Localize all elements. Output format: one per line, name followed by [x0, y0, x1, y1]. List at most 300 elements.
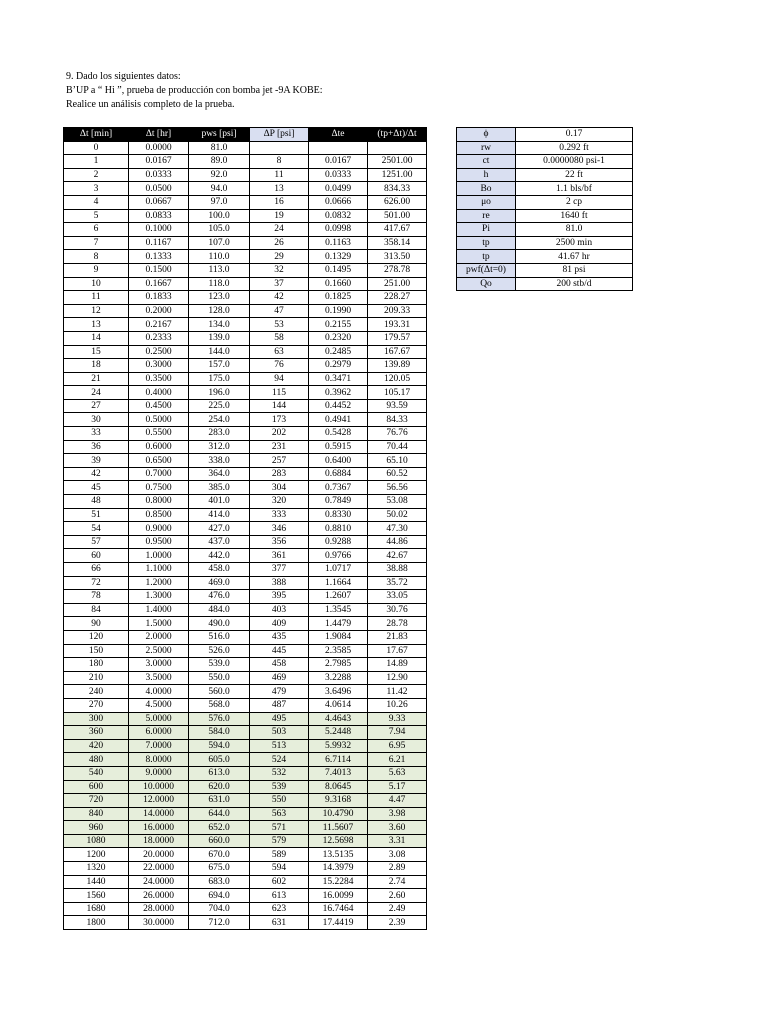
table-cell: 94.0: [189, 182, 250, 196]
table-cell: 644.0: [189, 807, 250, 821]
table-cell: 0.7000: [129, 467, 189, 481]
table-cell: 0.0499: [309, 182, 368, 196]
table-cell: 516.0: [189, 630, 250, 644]
table-cell: 364.0: [189, 467, 250, 481]
table-cell: 7: [64, 236, 129, 250]
table-cell: 539.0: [189, 658, 250, 672]
table-cell: 313.50: [368, 250, 427, 264]
table-row: [64, 454, 427, 468]
table-cell: 3: [64, 182, 129, 196]
table-cell: 3.31: [368, 834, 427, 848]
table-cell: 2.60: [368, 889, 427, 903]
table-cell: 8: [64, 250, 129, 264]
parameter-name: Bo: [457, 182, 516, 196]
table-cell: 30.76: [368, 603, 427, 617]
table-row: [64, 753, 427, 767]
table-row: [64, 875, 427, 889]
parameter-name: ϕ: [457, 128, 516, 142]
table-cell: 76: [250, 359, 309, 373]
table-cell: 1.3545: [309, 603, 368, 617]
table-row: [64, 250, 427, 264]
header-dp: ΔP [psi]: [250, 128, 309, 142]
table-cell: 631.0: [189, 794, 250, 808]
parameter-name: ct: [457, 155, 516, 169]
table-cell: 0.3962: [309, 386, 368, 400]
table-cell: 63: [250, 345, 309, 359]
parameter-row: [457, 236, 633, 250]
parameter-row: [457, 128, 633, 142]
table-cell: 0.5915: [309, 440, 368, 454]
table-cell: 66: [64, 563, 129, 577]
table-cell: 0.5428: [309, 427, 368, 441]
table-cell: 4.47: [368, 794, 427, 808]
table-cell: [368, 141, 427, 155]
table-cell: 1.1000: [129, 563, 189, 577]
table-row: [64, 821, 427, 835]
table-cell: 257: [250, 454, 309, 468]
table-cell: 2.39: [368, 916, 427, 930]
table-row: [64, 427, 427, 441]
table-cell: 675.0: [189, 862, 250, 876]
table-cell: 209.33: [368, 304, 427, 318]
table-row: [64, 399, 427, 413]
table-cell: 579: [250, 834, 309, 848]
table-cell: 30.0000: [129, 916, 189, 930]
table-cell: 0.5000: [129, 413, 189, 427]
table-cell: 50.02: [368, 508, 427, 522]
table-cell: 620.0: [189, 780, 250, 794]
table-row: [64, 277, 427, 291]
table-row: [64, 834, 427, 848]
table-cell: 1.5000: [129, 617, 189, 631]
table-row: [64, 304, 427, 318]
parameter-value: 22 ft: [516, 168, 633, 182]
table-cell: 9.33: [368, 712, 427, 726]
table-cell: 1080: [64, 834, 129, 848]
table-cell: 0.9766: [309, 549, 368, 563]
table-cell: 30: [64, 413, 129, 427]
table-cell: 3.0000: [129, 658, 189, 672]
table-cell: 1800: [64, 916, 129, 930]
table-cell: 0.0333: [129, 168, 189, 182]
table-cell: 5: [64, 209, 129, 223]
table-row: [64, 522, 427, 536]
table-cell: 0.0500: [129, 182, 189, 196]
table-cell: 22.0000: [129, 862, 189, 876]
table-cell: 36: [64, 440, 129, 454]
table-cell: 333: [250, 508, 309, 522]
table-cell: 0.4452: [309, 399, 368, 413]
table-cell: 45: [64, 481, 129, 495]
table-cell: 2.74: [368, 875, 427, 889]
table-cell: 445: [250, 644, 309, 658]
table-cell: 358.14: [368, 236, 427, 250]
table-row: [64, 495, 427, 509]
table-cell: 33: [64, 427, 129, 441]
table-cell: 38.88: [368, 563, 427, 577]
table-cell: 720: [64, 794, 129, 808]
table-row: [64, 331, 427, 345]
problem-line-2: B’UP a “ Hi ”, prueba de producción con bomba jet -9A KOBE:: [66, 85, 323, 96]
table-cell: 320: [250, 495, 309, 509]
parameter-name: pwf(Δt=0): [457, 263, 516, 277]
table-cell: 144: [250, 399, 309, 413]
table-cell: 12.0000: [129, 794, 189, 808]
table-row: [64, 413, 427, 427]
table-cell: 5.9932: [309, 739, 368, 753]
table-cell: 395: [250, 590, 309, 604]
table-cell: 0.0832: [309, 209, 368, 223]
table-cell: 0.2333: [129, 331, 189, 345]
parameter-value: 200 stb/d: [516, 277, 633, 291]
table-cell: 13: [250, 182, 309, 196]
table-row: [64, 440, 427, 454]
table-row: [64, 698, 427, 712]
table-cell: 0.7367: [309, 481, 368, 495]
table-cell: 18.0000: [129, 834, 189, 848]
table-cell: 81.0: [189, 141, 250, 155]
table-cell: 0.9288: [309, 535, 368, 549]
table-cell: 4.5000: [129, 698, 189, 712]
table-cell: 10.26: [368, 698, 427, 712]
table-cell: 16.7464: [309, 902, 368, 916]
table-cell: 420: [64, 739, 129, 753]
table-cell: 0.2485: [309, 345, 368, 359]
table-cell: 524: [250, 753, 309, 767]
table-cell: 42: [64, 467, 129, 481]
parameter-value: 2500 min: [516, 236, 633, 250]
table-cell: 0.1333: [129, 250, 189, 264]
table-cell: 540: [64, 766, 129, 780]
table-cell: 3.08: [368, 848, 427, 862]
table-row: [64, 916, 427, 930]
table-cell: 704.0: [189, 902, 250, 916]
table-row: [64, 685, 427, 699]
table-cell: 0.0667: [129, 195, 189, 209]
table-cell: 173: [250, 413, 309, 427]
table-cell: 4: [64, 195, 129, 209]
table-cell: 134.0: [189, 318, 250, 332]
header-dte: Δte: [309, 128, 368, 142]
table-cell: 196.0: [189, 386, 250, 400]
table-cell: 484.0: [189, 603, 250, 617]
table-cell: 0.1500: [129, 263, 189, 277]
table-cell: 12.90: [368, 671, 427, 685]
parameter-value: 1.1 bls/bf: [516, 182, 633, 196]
table-cell: 0.2155: [309, 318, 368, 332]
table-cell: 0.2000: [129, 304, 189, 318]
table-cell: 0.7849: [309, 495, 368, 509]
table-cell: 0.1495: [309, 263, 368, 277]
table-row: [64, 576, 427, 590]
table-cell: 0.1000: [129, 223, 189, 237]
table-cell: 78: [64, 590, 129, 604]
table-cell: 16: [250, 195, 309, 209]
table-row: [64, 617, 427, 631]
table-cell: 388: [250, 576, 309, 590]
table-cell: 19: [250, 209, 309, 223]
table-cell: 694.0: [189, 889, 250, 903]
table-cell: 26: [250, 236, 309, 250]
table-cell: 427.0: [189, 522, 250, 536]
table-cell: 600: [64, 780, 129, 794]
table-cell: 0.0833: [129, 209, 189, 223]
table-cell: 24: [64, 386, 129, 400]
table-cell: 670.0: [189, 848, 250, 862]
table-row: [64, 563, 427, 577]
table-row: [64, 481, 427, 495]
table-cell: 3.2288: [309, 671, 368, 685]
parameter-row: [457, 209, 633, 223]
table-row: [64, 508, 427, 522]
table-cell: 0.4000: [129, 386, 189, 400]
parameter-row: [457, 141, 633, 155]
parameter-name: rw: [457, 141, 516, 155]
table-cell: 56.56: [368, 481, 427, 495]
parameter-name: tp: [457, 236, 516, 250]
table-cell: 2.7985: [309, 658, 368, 672]
table-cell: 167.67: [368, 345, 427, 359]
table-row: [64, 155, 427, 169]
table-cell: 28.78: [368, 617, 427, 631]
parameter-value: 0.0000080 psi-1: [516, 155, 633, 169]
table-cell: 1560: [64, 889, 129, 903]
parameter-row: [457, 195, 633, 209]
table-cell: 377: [250, 563, 309, 577]
table-cell: 1.9084: [309, 630, 368, 644]
table-cell: 0.0000: [129, 141, 189, 155]
table-cell: 0.0167: [309, 155, 368, 169]
parameter-row: [457, 182, 633, 196]
table-cell: 0.1660: [309, 277, 368, 291]
table-cell: 403: [250, 603, 309, 617]
table-cell: 93.59: [368, 399, 427, 413]
table-cell: 1.2607: [309, 590, 368, 604]
parameter-value: 81 psi: [516, 263, 633, 277]
table-cell: 17.4419: [309, 916, 368, 930]
table-row: [64, 658, 427, 672]
table-cell: 120.05: [368, 372, 427, 386]
table-cell: 1.1664: [309, 576, 368, 590]
table-cell: 1.0717: [309, 563, 368, 577]
table-row: [64, 862, 427, 876]
table-cell: 179.57: [368, 331, 427, 345]
table-cell: 84: [64, 603, 129, 617]
table-cell: 44.86: [368, 535, 427, 549]
table-row: [64, 794, 427, 808]
table-cell: 631: [250, 916, 309, 930]
parameter-name: Qo: [457, 277, 516, 291]
table-cell: 11: [250, 168, 309, 182]
table-cell: 594: [250, 862, 309, 876]
table-cell: 834.33: [368, 182, 427, 196]
table-cell: 2.3585: [309, 644, 368, 658]
table-cell: 5.17: [368, 780, 427, 794]
table-cell: 1440: [64, 875, 129, 889]
table-cell: 437.0: [189, 535, 250, 549]
table-cell: 16.0099: [309, 889, 368, 903]
table-cell: 14.89: [368, 658, 427, 672]
table-cell: 589: [250, 848, 309, 862]
table-cell: 563: [250, 807, 309, 821]
table-cell: 526.0: [189, 644, 250, 658]
table-cell: 840: [64, 807, 129, 821]
table-cell: 1251.00: [368, 168, 427, 182]
parameter-row: [457, 223, 633, 237]
table-cell: 28.0000: [129, 902, 189, 916]
table-cell: 240: [64, 685, 129, 699]
table-cell: 51: [64, 508, 129, 522]
table-cell: 414.0: [189, 508, 250, 522]
table-cell: 0: [64, 141, 129, 155]
table-cell: 5.63: [368, 766, 427, 780]
table-cell: 0.1163: [309, 236, 368, 250]
table-cell: 501.00: [368, 209, 427, 223]
table-cell: 652.0: [189, 821, 250, 835]
table-cell: 2.5000: [129, 644, 189, 658]
table-cell: 361: [250, 549, 309, 563]
buildup-data-table: [63, 127, 427, 930]
table-row: [64, 168, 427, 182]
table-cell: 15.2284: [309, 875, 368, 889]
table-cell: 27: [64, 399, 129, 413]
table-cell: 139.89: [368, 359, 427, 373]
table-cell: 107.0: [189, 236, 250, 250]
table-cell: 105.17: [368, 386, 427, 400]
table-row: [64, 372, 427, 386]
table-row: [64, 195, 427, 209]
table-cell: 58: [250, 331, 309, 345]
table-cell: 10.0000: [129, 780, 189, 794]
table-cell: 1680: [64, 902, 129, 916]
table-cell: 254.0: [189, 413, 250, 427]
problem-statement: [66, 70, 323, 112]
table-cell: 120: [64, 630, 129, 644]
table-cell: 29: [250, 250, 309, 264]
table-cell: 42: [250, 291, 309, 305]
table-cell: 84.33: [368, 413, 427, 427]
table-cell: 0.8500: [129, 508, 189, 522]
table-cell: 0.4500: [129, 399, 189, 413]
table-cell: 128.0: [189, 304, 250, 318]
table-cell: 1.4000: [129, 603, 189, 617]
table-cell: 3.60: [368, 821, 427, 835]
table-cell: 53: [250, 318, 309, 332]
table-cell: 503: [250, 726, 309, 740]
table-cell: 0.2500: [129, 345, 189, 359]
table-cell: 346: [250, 522, 309, 536]
table-row: [64, 291, 427, 305]
table-cell: 2.49: [368, 902, 427, 916]
table-cell: 76.76: [368, 427, 427, 441]
parameter-value: 0.292 ft: [516, 141, 633, 155]
table-cell: 4.0000: [129, 685, 189, 699]
table-cell: 7.4013: [309, 766, 368, 780]
table-cell: 105.0: [189, 223, 250, 237]
table-cell: 1320: [64, 862, 129, 876]
table-cell: 12.5698: [309, 834, 368, 848]
table-cell: 0.5500: [129, 427, 189, 441]
parameter-row: [457, 250, 633, 264]
table-cell: 60.52: [368, 467, 427, 481]
table-cell: 2.0000: [129, 630, 189, 644]
parameter-value: 2 cp: [516, 195, 633, 209]
problem-line-1: 9. Dado los siguientes datos:: [66, 71, 181, 82]
parameter-row: [457, 277, 633, 291]
table-cell: 6.0000: [129, 726, 189, 740]
table-cell: 442.0: [189, 549, 250, 563]
table-cell: 278.78: [368, 263, 427, 277]
table-cell: 0.3500: [129, 372, 189, 386]
table-cell: 2.89: [368, 862, 427, 876]
table-cell: 0.9500: [129, 535, 189, 549]
table-cell: 57: [64, 535, 129, 549]
table-cell: 9.3168: [309, 794, 368, 808]
parameter-row: [457, 168, 633, 182]
table-cell: 0.8000: [129, 495, 189, 509]
table-row: [64, 359, 427, 373]
table-cell: 623: [250, 902, 309, 916]
table-cell: 584.0: [189, 726, 250, 740]
table-cell: 60: [64, 549, 129, 563]
table-cell: 458.0: [189, 563, 250, 577]
table-cell: 1.4479: [309, 617, 368, 631]
table-cell: 202: [250, 427, 309, 441]
table-row: [64, 263, 427, 277]
table-cell: 469: [250, 671, 309, 685]
table-cell: 0.2320: [309, 331, 368, 345]
table-row: [64, 603, 427, 617]
table-row: [64, 644, 427, 658]
table-cell: 3.5000: [129, 671, 189, 685]
table-row: [64, 712, 427, 726]
table-cell: 157.0: [189, 359, 250, 373]
table-cell: 13: [64, 318, 129, 332]
table-cell: 21.83: [368, 630, 427, 644]
table-cell: 385.0: [189, 481, 250, 495]
table-cell: 6: [64, 223, 129, 237]
table-row: [64, 630, 427, 644]
table-cell: 12: [64, 304, 129, 318]
table-row: [64, 223, 427, 237]
table-cell: 304: [250, 481, 309, 495]
table-cell: 1.0000: [129, 549, 189, 563]
table-cell: 1200: [64, 848, 129, 862]
table-cell: 37: [250, 277, 309, 291]
table-cell: 35.72: [368, 576, 427, 590]
table-row: [64, 318, 427, 332]
table-cell: 283: [250, 467, 309, 481]
table-cell: 47.30: [368, 522, 427, 536]
table-row: [64, 209, 427, 223]
table-cell: 0.0666: [309, 195, 368, 209]
table-row: [64, 671, 427, 685]
table-cell: 0.7500: [129, 481, 189, 495]
table-cell: 251.00: [368, 277, 427, 291]
table-cell: 0.0998: [309, 223, 368, 237]
table-cell: 17.67: [368, 644, 427, 658]
table-cell: 490.0: [189, 617, 250, 631]
table-cell: 0.6884: [309, 467, 368, 481]
table-cell: 0.2979: [309, 359, 368, 373]
table-cell: 175.0: [189, 372, 250, 386]
table-cell: 0.3471: [309, 372, 368, 386]
table-cell: 180: [64, 658, 129, 672]
table-cell: 417.67: [368, 223, 427, 237]
table-cell: 8.0000: [129, 753, 189, 767]
table-cell: 33.05: [368, 590, 427, 604]
table-cell: 0.1329: [309, 250, 368, 264]
